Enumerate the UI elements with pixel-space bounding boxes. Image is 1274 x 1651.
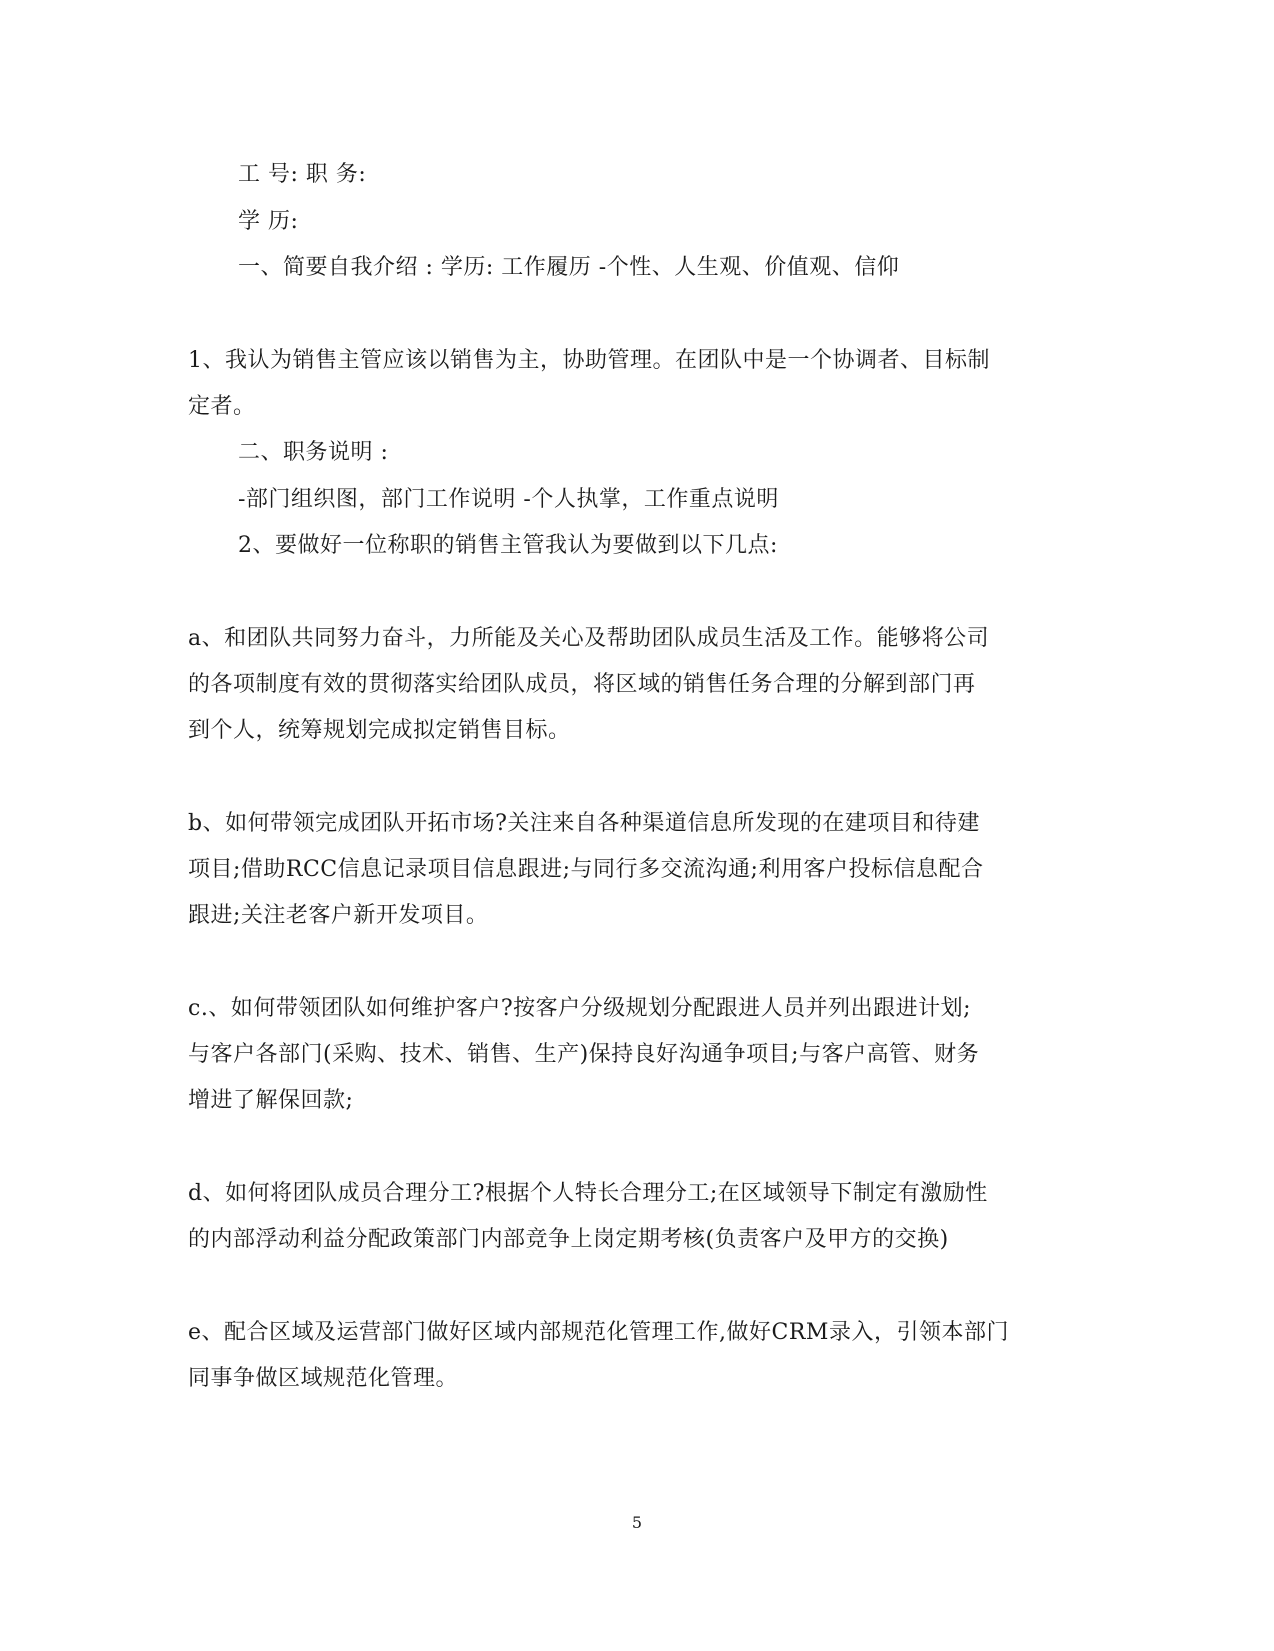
item-d-line-2: 的内部浮动利益分配政策部门内部竞争上岗定期考核(负责客户及甲方的交换): [188, 1227, 949, 1252]
section-heading-intro: 一、简要自我介绍 : 学历: 工作履历 -个性、人生观、价值观、信仰: [238, 255, 900, 280]
item-b-line-2: 项目;借助RCC信息记录项目信息跟进;与同行多交流沟通;利用客户投标信息配合: [188, 857, 984, 882]
item-e-line-2: 同事争做区域规范化管理。: [188, 1366, 459, 1391]
item-d-line-1: d、如何将团队成员合理分工?根据个人特长合理分工;在区域领导下制定有激励性: [188, 1181, 988, 1206]
section-heading-duties: 二、职务说明 :: [238, 440, 389, 465]
page-number: 5: [631, 1513, 643, 1532]
paragraph-1-line-2: 定者。: [188, 394, 256, 419]
item-c-line-1: c.、如何带领团队如何维护客户?按客户分级规划分配跟进人员并列出跟进计划;: [188, 996, 972, 1021]
item-e-line-1: e、配合区域及运营部门做好区域内部规范化管理工作,做好CRM录入，引领本部门: [188, 1320, 1009, 1345]
duties-description: -部门组织图，部门工作说明 -个人执掌，工作重点说明: [238, 487, 779, 512]
item-c-line-2: 与客户各部门(采购、技术、销售、生产)保持良好沟通争项目;与客户高管、财务: [188, 1042, 980, 1067]
item-a-line-2: 的各项制度有效的贯彻落实给团队成员，将区域的销售任务合理的分解到部门再: [188, 672, 976, 697]
paragraph-1-line-1: 1、我认为销售主管应该以销售为主，协助管理。在团队中是一个协调者、目标制: [188, 348, 990, 373]
item-c-line-3: 增进了解保回款;: [188, 1088, 354, 1113]
item-b-line-3: 跟进;关注老客户新开发项目。: [188, 903, 489, 928]
item-b-line-1: b、如何带领完成团队开拓市场?关注来自各种渠道信息所发现的在建项目和待建: [188, 811, 980, 836]
item-a-line-3: 到个人，统筹规划完成拟定销售目标。: [188, 718, 571, 743]
duties-point-2: 2、要做好一位称职的销售主管我认为要做到以下几点:: [238, 533, 778, 558]
header-line-id-position: 工 号: 职 务:: [238, 162, 367, 187]
header-line-education: 学 历:: [238, 209, 299, 234]
item-a-line-1: a、和团队共同努力奋斗，力所能及关心及帮助团队成员生活及工作。能够将公司: [188, 626, 990, 651]
